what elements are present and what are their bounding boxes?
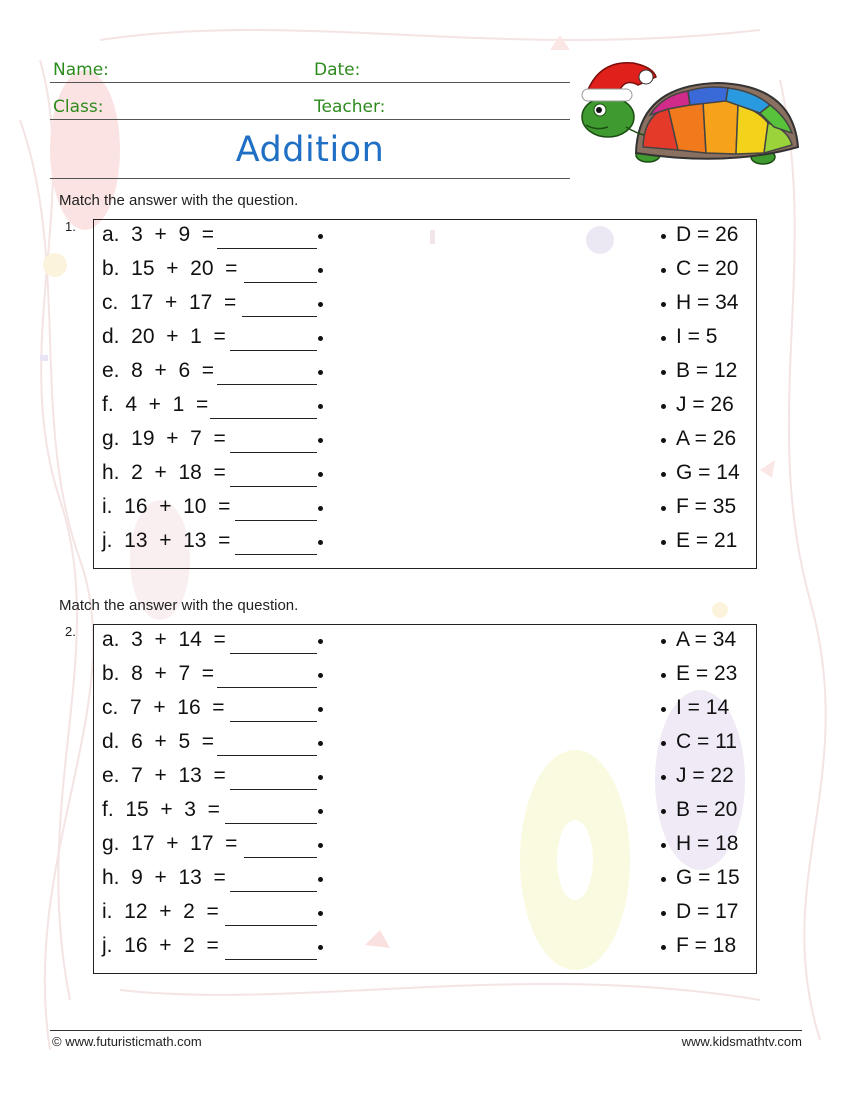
matching-box [93, 624, 757, 974]
match-row [94, 458, 756, 492]
turtle-santa-hat-illustration [578, 55, 803, 170]
answer-option: G = 14 [676, 461, 740, 484]
answer-option: C = 11 [676, 730, 737, 753]
question-expression: b. 15 + 20 = [102, 257, 238, 280]
footer-divider [50, 1030, 802, 1031]
question-expression: d. 20 + 1 = [102, 325, 226, 348]
answer-option: F = 18 [676, 934, 737, 957]
question-match-dot[interactable] [318, 707, 323, 712]
answer-blank[interactable] [210, 418, 317, 419]
question-match-dot[interactable] [318, 438, 323, 443]
question-expression: i. 16 + 10 = [102, 495, 231, 518]
question-match-dot[interactable] [318, 506, 323, 511]
answer-option: J = 22 [676, 764, 734, 787]
name-date-underline [50, 82, 570, 83]
question-expression: e. 7 + 13 = [102, 764, 226, 787]
answer-match-dot[interactable] [661, 336, 666, 341]
question-number: 1. [65, 219, 76, 234]
answer-option: A = 26 [676, 427, 737, 450]
answer-blank[interactable] [242, 316, 317, 317]
answer-match-dot[interactable] [661, 707, 666, 712]
answer-blank[interactable] [235, 554, 317, 555]
match-row [94, 356, 756, 390]
matching-box [93, 219, 757, 569]
question-expression: j. 16 + 2 = [102, 934, 219, 957]
question-match-dot[interactable] [318, 336, 323, 341]
answer-match-dot[interactable] [661, 843, 666, 848]
question-expression: f. 15 + 3 = [102, 798, 220, 821]
match-row [94, 727, 756, 761]
answer-option: F = 35 [676, 495, 737, 518]
instruction-text: Match the answer with the question. [59, 192, 299, 209]
answer-match-dot[interactable] [661, 234, 666, 239]
answer-blank[interactable] [217, 755, 317, 756]
answer-match-dot[interactable] [661, 506, 666, 511]
answer-option: I = 5 [676, 325, 718, 348]
answer-match-dot[interactable] [661, 945, 666, 950]
date-label: Date: [314, 60, 361, 80]
match-row [94, 931, 756, 965]
answer-blank[interactable] [230, 452, 317, 453]
match-row [94, 424, 756, 458]
question-match-dot[interactable] [318, 673, 323, 678]
question-match-dot[interactable] [318, 639, 323, 644]
answer-match-dot[interactable] [661, 809, 666, 814]
match-row [94, 322, 756, 356]
answer-option: E = 23 [676, 662, 738, 685]
question-expression: i. 12 + 2 = [102, 900, 219, 923]
answer-blank[interactable] [225, 959, 317, 960]
answer-option: B = 20 [676, 798, 738, 821]
instruction-text: Match the answer with the question. [59, 597, 299, 614]
answer-blank[interactable] [235, 520, 317, 521]
match-row [94, 254, 756, 288]
match-row [94, 897, 756, 931]
answer-option: D = 26 [676, 223, 739, 246]
question-number: 2. [65, 624, 76, 639]
answer-option: A = 34 [676, 628, 737, 651]
question-expression: a. 3 + 9 = [102, 223, 215, 246]
match-row [94, 659, 756, 693]
answer-blank[interactable] [230, 721, 317, 722]
footer-site-link[interactable]: www.kidsmathtv.com [681, 1034, 802, 1049]
answer-match-dot[interactable] [661, 438, 666, 443]
answer-blank[interactable] [230, 789, 317, 790]
answer-match-dot[interactable] [661, 540, 666, 545]
question-match-dot[interactable] [318, 809, 323, 814]
answer-match-dot[interactable] [661, 639, 666, 644]
question-match-dot[interactable] [318, 945, 323, 950]
match-row [94, 492, 756, 526]
answer-match-dot[interactable] [661, 268, 666, 273]
question-match-dot[interactable] [318, 302, 323, 307]
answer-match-dot[interactable] [661, 472, 666, 477]
answer-blank[interactable] [230, 653, 317, 654]
question-match-dot[interactable] [318, 234, 323, 239]
question-match-dot[interactable] [318, 877, 323, 882]
answer-blank[interactable] [217, 687, 317, 688]
answer-match-dot[interactable] [661, 673, 666, 678]
name-label: Name: [53, 60, 109, 80]
question-expression: g. 17 + 17 = [102, 832, 238, 855]
answer-match-dot[interactable] [661, 775, 666, 780]
answer-match-dot[interactable] [661, 911, 666, 916]
footer-copyright-link[interactable]: © www.futuristicmath.com [52, 1034, 202, 1049]
question-expression: g. 19 + 7 = [102, 427, 226, 450]
question-match-dot[interactable] [318, 741, 323, 746]
question-expression: e. 8 + 6 = [102, 359, 215, 382]
match-row [94, 795, 756, 829]
answer-option: D = 17 [676, 900, 739, 923]
question-match-dot[interactable] [318, 370, 323, 375]
match-row [94, 288, 756, 322]
answer-option: C = 20 [676, 257, 739, 280]
match-row [94, 390, 756, 424]
question-match-dot[interactable] [318, 843, 323, 848]
title-underline [50, 178, 570, 179]
answer-option: H = 18 [676, 832, 739, 855]
answer-match-dot[interactable] [661, 302, 666, 307]
answer-option: J = 26 [676, 393, 734, 416]
question-expression: c. 7 + 16 = [102, 696, 225, 719]
question-expression: b. 8 + 7 = [102, 662, 215, 685]
question-expression: f. 4 + 1 = [102, 393, 209, 416]
page-title: Addition [235, 130, 385, 170]
question-expression: a. 3 + 14 = [102, 628, 226, 651]
answer-blank[interactable] [217, 384, 317, 385]
answer-match-dot[interactable] [661, 741, 666, 746]
question-match-dot[interactable] [318, 268, 323, 273]
question-expression: d. 6 + 5 = [102, 730, 215, 753]
match-row [94, 693, 756, 727]
answer-match-dot[interactable] [661, 404, 666, 409]
answer-blank[interactable] [230, 350, 317, 351]
match-row [94, 625, 756, 659]
answer-match-dot[interactable] [661, 877, 666, 882]
answer-blank[interactable] [244, 282, 317, 283]
class-teacher-underline [50, 119, 570, 120]
question-match-dot[interactable] [318, 472, 323, 477]
answer-option: I = 14 [676, 696, 730, 719]
question-match-dot[interactable] [318, 404, 323, 409]
answer-blank[interactable] [230, 486, 317, 487]
match-row [94, 863, 756, 897]
question-expression: j. 13 + 13 = [102, 529, 231, 552]
match-row [94, 220, 756, 254]
match-row [94, 829, 756, 863]
question-expression: c. 17 + 17 = [102, 291, 237, 314]
match-row [94, 526, 756, 560]
match-row [94, 761, 756, 795]
answer-blank[interactable] [225, 823, 317, 824]
answer-blank[interactable] [217, 248, 317, 249]
answer-option: B = 12 [676, 359, 738, 382]
question-expression: h. 9 + 13 = [102, 866, 226, 889]
answer-blank[interactable] [225, 925, 317, 926]
answer-match-dot[interactable] [661, 370, 666, 375]
question-match-dot[interactable] [318, 540, 323, 545]
answer-option: H = 34 [676, 291, 739, 314]
answer-blank[interactable] [230, 891, 317, 892]
class-label: Class: [53, 97, 104, 117]
teacher-label: Teacher: [314, 97, 386, 117]
question-match-dot[interactable] [318, 911, 323, 916]
answer-blank[interactable] [244, 857, 317, 858]
question-match-dot[interactable] [318, 775, 323, 780]
answer-option: G = 15 [676, 866, 740, 889]
answer-option: E = 21 [676, 529, 738, 552]
question-expression: h. 2 + 18 = [102, 461, 226, 484]
